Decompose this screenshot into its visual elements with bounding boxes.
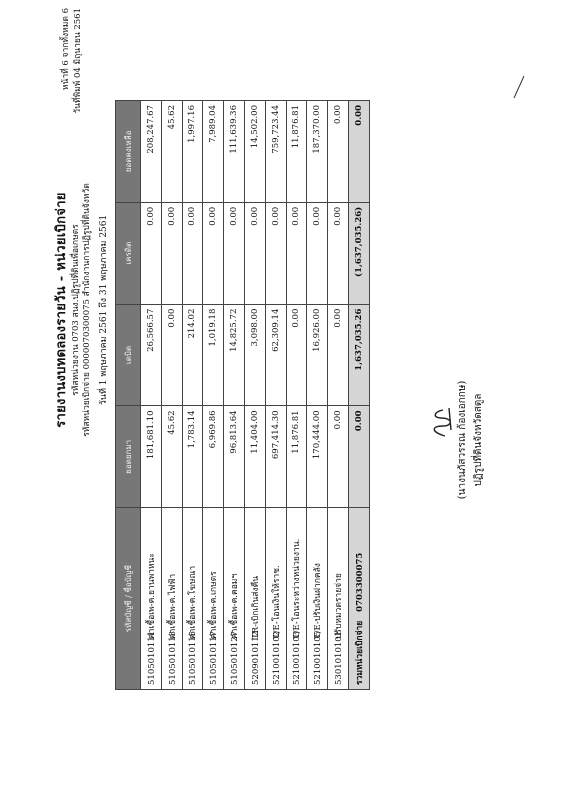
account-code: 5210010105 bbox=[313, 630, 324, 685]
credit: 0.00 bbox=[182, 202, 203, 304]
debit: 214.02 bbox=[182, 304, 203, 406]
debit: 26,566.57 bbox=[141, 304, 162, 406]
brought-forward: 11,404.00 bbox=[244, 406, 265, 508]
col-credit: เครดิต bbox=[116, 202, 141, 304]
balance: 187,370.00 bbox=[307, 101, 328, 203]
account-code: 5210010102 bbox=[271, 630, 282, 685]
account-code: 5105010111 bbox=[146, 630, 157, 685]
balance: 759,723.44 bbox=[265, 101, 286, 203]
report-title: รายงานงบทดลองรายวัน - หน่วยเบิกจ่าย bbox=[54, 192, 69, 428]
account-name: ค่าเชื้อเพ-ค.ไฟฟ้า bbox=[167, 573, 178, 639]
account-name: TR-เบิกเกินส่งคืน bbox=[250, 575, 261, 639]
brought-forward: 181,681.10 bbox=[141, 406, 162, 508]
credit: 0.00 bbox=[328, 202, 349, 304]
total-debit: 1,637,035.26 bbox=[348, 304, 369, 406]
debit: 1,019.18 bbox=[203, 304, 224, 406]
debit: 0.00 bbox=[286, 304, 307, 406]
table-row bbox=[328, 101, 349, 690]
table-row bbox=[224, 101, 245, 690]
account-name: ค่าเชื้อเพ-ค.คอมฯ bbox=[230, 573, 241, 639]
table-row bbox=[286, 101, 307, 690]
col-account: รหัสบัญชี / ชื่อบัญชี bbox=[116, 508, 141, 690]
debit: 0.00 bbox=[328, 304, 349, 406]
table-row bbox=[141, 101, 162, 690]
account-name: ปรับหมวดรายจ่าย bbox=[334, 573, 345, 639]
credit: 0.00 bbox=[141, 202, 162, 304]
account-name: ค่าเชื้อเพ-ค.โฆษณา bbox=[188, 565, 199, 639]
table-header-row bbox=[116, 101, 141, 690]
account-code: 5210010103 bbox=[292, 630, 303, 685]
account-code: 5209010112 bbox=[250, 630, 261, 685]
print-date: วันที่พิมพ์ 04 มิถุนายน 2561 bbox=[73, 8, 83, 114]
balance: 1,997.16 bbox=[182, 101, 203, 203]
total-brought-forward: 0.00 bbox=[348, 406, 369, 508]
signature-block bbox=[455, 375, 487, 505]
account-code: 5105010127 bbox=[230, 630, 241, 685]
balance: 14,502.00 bbox=[244, 101, 265, 203]
pen-mark bbox=[512, 74, 526, 100]
brought-forward: 1,783.14 bbox=[182, 406, 203, 508]
debit: 14,825.72 bbox=[224, 304, 245, 406]
col-debit: เดบิต bbox=[116, 304, 141, 406]
report-heading bbox=[50, 100, 110, 520]
total-unit-code: 0703300075 bbox=[354, 552, 365, 612]
col-brought-forward: ยอดยกมา bbox=[116, 406, 141, 508]
account-code: 5105010115 bbox=[188, 630, 199, 685]
account-name: T/E-ปรับเงินฝากคลัง bbox=[313, 563, 324, 639]
credit: 0.00 bbox=[307, 202, 328, 304]
balance: 7,989.04 bbox=[203, 101, 224, 203]
trial-balance-table-wrap bbox=[115, 100, 375, 690]
date-range: วันที่ 1 พฤษภาคม 2561 ถึง 31 พฤษภาคม 2561 bbox=[99, 214, 109, 406]
brought-forward: 96,813.64 bbox=[224, 406, 245, 508]
balance: 45.62 bbox=[161, 101, 182, 203]
account-code: 5301010101 bbox=[334, 630, 345, 685]
account-code: 5105010117 bbox=[209, 630, 220, 685]
brought-forward: 11,876.81 bbox=[286, 406, 307, 508]
table-row bbox=[307, 101, 328, 690]
credit: 0.00 bbox=[203, 202, 224, 304]
brought-forward: 45.62 bbox=[161, 406, 182, 508]
disbursing-unit-line: รหัสหน่วยเบิกจ่าย 0000070300075 สำนักงานการปฏิรูปที่ดินจังหวัด bbox=[82, 183, 92, 437]
agency-line: รหัสหน่วยงาน 0703 สนง.ปฏิรูปที่ดินเพื่อเกษตร bbox=[71, 224, 81, 396]
total-label: รวมหน่วยเบิกจ่าย bbox=[354, 620, 365, 685]
table-row bbox=[182, 101, 203, 690]
account-name: ค่าเชื้อเพ-ค.เกษตร bbox=[209, 571, 220, 639]
account-code: 5105010113 bbox=[167, 630, 178, 685]
balance: 208,247.67 bbox=[141, 101, 162, 203]
debit: 0.00 bbox=[161, 304, 182, 406]
total-row bbox=[348, 101, 369, 690]
page-number: หน้าที่ 6 จากทั้งหมด 6 bbox=[61, 8, 71, 91]
table-row bbox=[265, 101, 286, 690]
debit: 62,309.14 bbox=[265, 304, 286, 406]
col-balance: ยอดคงเหลือ bbox=[116, 101, 141, 203]
brought-forward: 697,414.30 bbox=[265, 406, 286, 508]
total-credit: (1,637,035.26) bbox=[348, 202, 369, 304]
credit: 0.00 bbox=[265, 202, 286, 304]
credit: 0.00 bbox=[224, 202, 245, 304]
balance: 111,639.36 bbox=[224, 101, 245, 203]
brought-forward: 0.00 bbox=[328, 406, 349, 508]
balance: 0.00 bbox=[328, 101, 349, 203]
trial-balance-table bbox=[115, 100, 370, 690]
signatory-position: ปฏิรูปที่ดินจังหวัดสตูล bbox=[473, 393, 484, 487]
credit: 0.00 bbox=[286, 202, 307, 304]
credit: 0.00 bbox=[244, 202, 265, 304]
debit: 3,098.00 bbox=[244, 304, 265, 406]
balance: 11,876.81 bbox=[286, 101, 307, 203]
credit: 0.00 bbox=[161, 202, 182, 304]
account-name: ค่าเชื้อเพ-ค.ยานพาหนะ bbox=[146, 553, 157, 639]
signatory-name: (นางนภัสวรรณ ก้องเอกกษ) bbox=[457, 380, 468, 500]
debit: 16,926.00 bbox=[307, 304, 328, 406]
table-row bbox=[203, 101, 224, 690]
brought-forward: 6,969.86 bbox=[203, 406, 224, 508]
total-balance: 0.00 bbox=[348, 101, 369, 203]
account-name: T/E-โอนเงินให้ราช. bbox=[271, 565, 282, 639]
table-row bbox=[161, 101, 182, 690]
brought-forward: 170,444.00 bbox=[307, 406, 328, 508]
table-row bbox=[244, 101, 265, 690]
account-name: T/E-โอนระหว่างหน่วยงาน. bbox=[292, 538, 303, 639]
